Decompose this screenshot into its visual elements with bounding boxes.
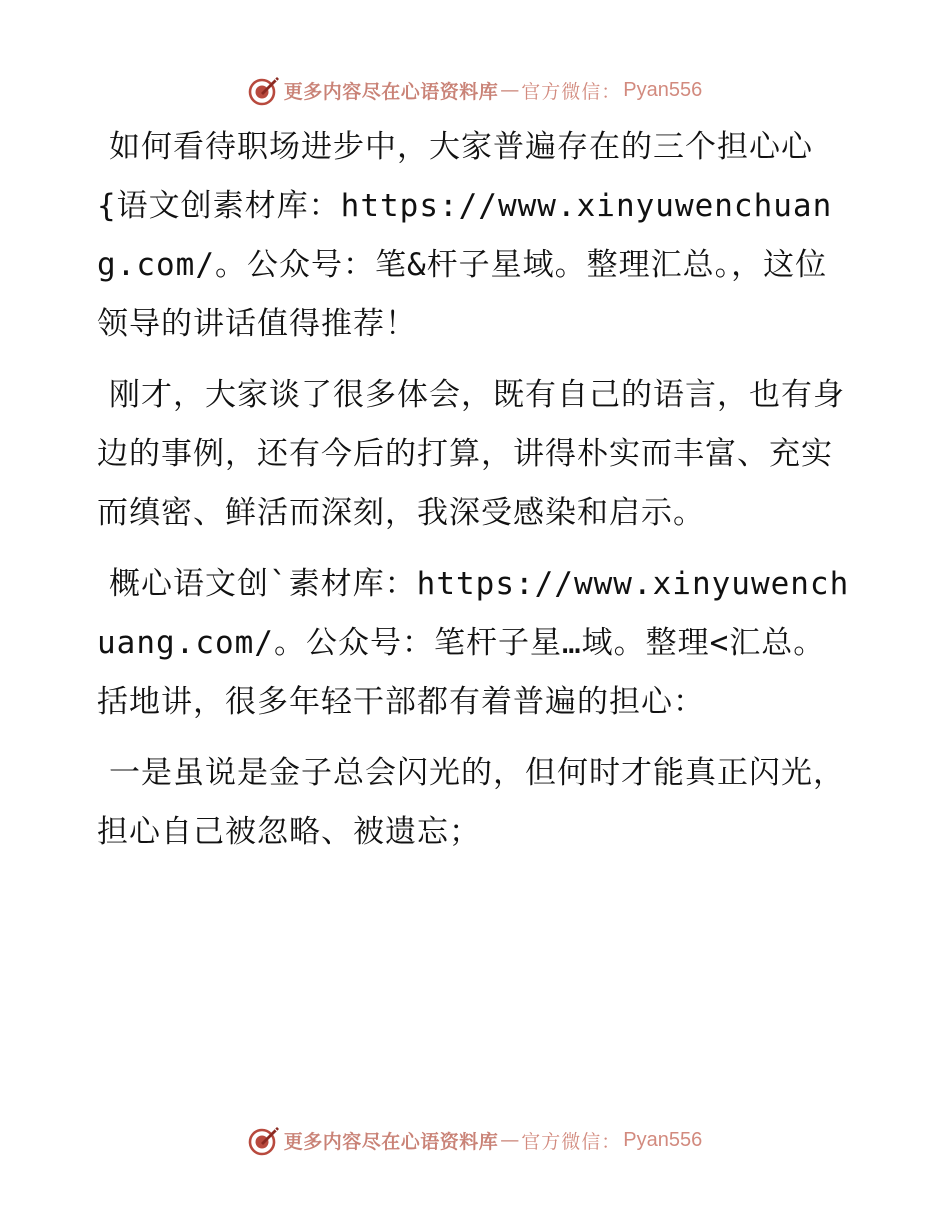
banner-wechat-id: Pyan556 — [623, 78, 703, 101]
paragraph-3: 概心语文创`素材库：https://www.xinyuwenchuang.com/。公众号：笔杆子星…域。整理<汇总。括地讲，很多年轻干部都有着普遍的担心： — [97, 566, 850, 720]
pen-logo-icon — [248, 74, 280, 106]
banner-brand-text: 更多内容尽在心语资料库 — [283, 80, 499, 103]
banner-dash: — — [500, 79, 520, 101]
paragraph-2: 刚才，大家谈了很多体会，既有自己的语言，也有身边的事例，还有今后的打算，讲得朴实而丰富、充实而缜密、鲜活而深刻，我深受感染和启示。 — [97, 377, 845, 531]
paragraph-1: 如何看待职场进步中，大家普遍存在的三个担心心{语文创素材库：https://www.xinyuwenchuang.com/。公众号：笔&杆子星域。整理汇总。，这位领导的讲话值得推荐！ — [97, 129, 833, 342]
pen-logo-icon — [248, 1124, 280, 1156]
document-body — [97, 118, 857, 874]
banner-wechat-label: 官方微信： — [521, 80, 622, 103]
footer-banner — [0, 1120, 950, 1160]
header-banner — [0, 70, 950, 110]
banner-dash: — — [500, 1129, 520, 1151]
banner-brand-text: 更多内容尽在心语资料库 — [283, 1130, 499, 1153]
paragraph-4: 一是虽说是金子总会闪光的，但何时才能真正闪光，担心自己被忽略、被遗忘； — [97, 755, 845, 850]
banner-wechat-label: 官方微信： — [521, 1130, 622, 1153]
banner-wechat-id: Pyan556 — [623, 1128, 703, 1151]
